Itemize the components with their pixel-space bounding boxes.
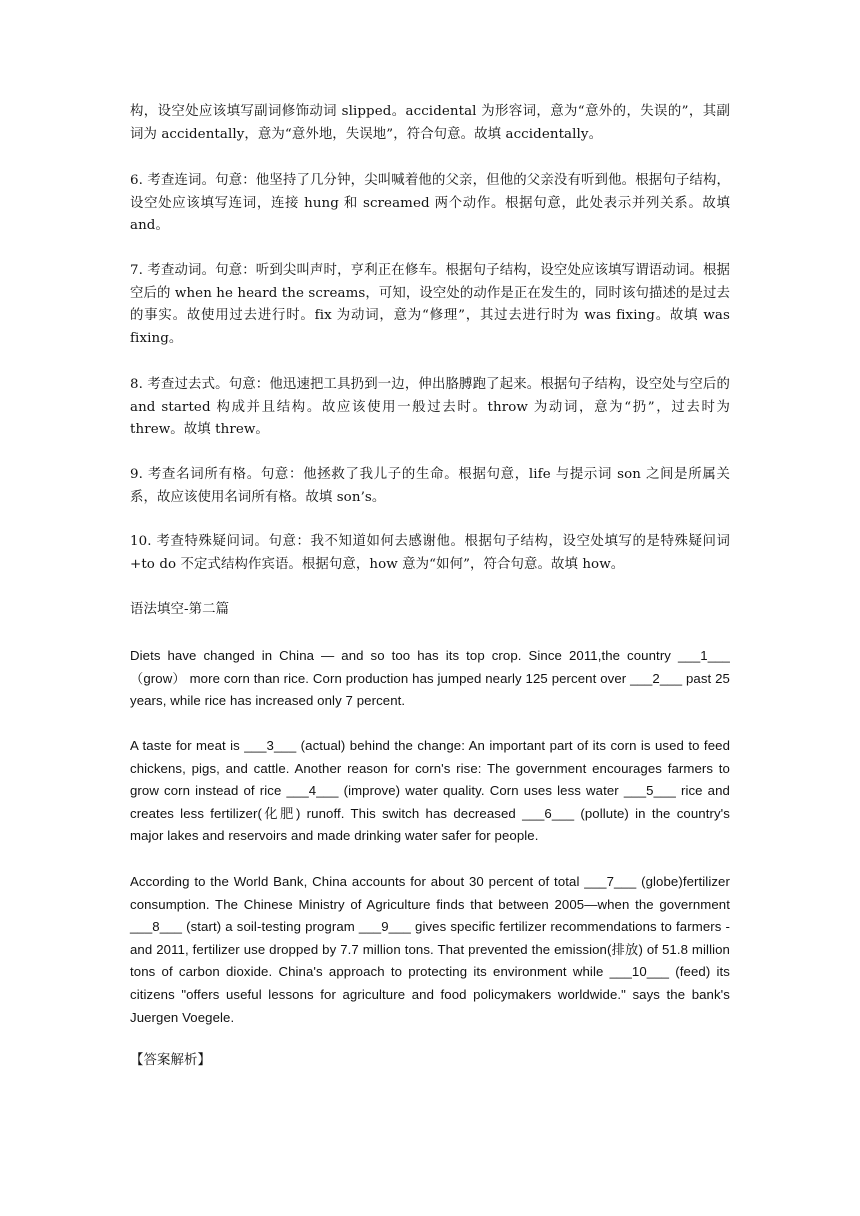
section-title: 语法填空-第二篇 bbox=[130, 602, 230, 617]
passage-paragraph-2: A taste for meat is ___3___ (actual) behind the change: An important part of its corn is used to feed chickens, pigs, and cattle. Another reason for corn's rise: The government encourages farmers to grow corn instead of rice ___4___ (improve) water quality. Corn uses less water ___5___ rice and creates less fertilizer(化肥) runoff. This switch has decreased ___6___ (pollute) in the country's major lakes and reservoirs and made drinking water safer for people. bbox=[130, 738, 730, 844]
answer-explanation-6: 6. 考查连词。句意：他坚持了几分钟，尖叫喊着他的父亲，但他的父亲没有听到他。根据句子结构，设空处应该填写连词，连接 hung 和 screamed 两个动作。根据句意，此处表示并列关系。故填 and。 bbox=[130, 173, 730, 234]
passage-paragraph-1: Diets have changed in China — and so too has its top crop. Since 2011,the country ___1___（grow） more corn than rice. Corn production has jumped nearly 125 percent over ___2___ past 25 years, while rice has increased only 7 percent. bbox=[130, 648, 730, 709]
answer-heading: 【答案解析】 bbox=[130, 1053, 211, 1068]
answer-explanation-7: 7. 考查动词。句意：听到尖叫声时，亨利正在修车。根据句子结构，设空处应该填写谓语动词。根据空后的 when he heard the screams，可知，设空处的动作是正在发生的，同时该句描述的是过去的事实。故使用过去进行时。fix 为动词，意为“修理”，其过去进行时为 was fixing。故填 was fixing。 bbox=[130, 263, 730, 346]
passage-paragraph-3: According to the World Bank, China accounts for about 30 percent of total ___7___ (globe)fertilizer consumption. The Chinese Ministry of Agriculture finds that between 2005—when the government ___8___ (start) a soil-testing program ___9___ gives specific fertilizer recommendations to farmers - and 2011, fertilizer use dropped by 7.7 million tons. That prevented the emission(排放) of 51.8 million tons of carbon dioxide. China's approach to protecting its environment while ___10___ (feed) its citizens "offers useful lessons for agriculture and food policymakers worldwide." says the bank's Juergen Voegele. bbox=[130, 874, 730, 1025]
answer-explanation-9: 9. 考查名词所有格。句意：他拯救了我儿子的生命。根据句意，life 与提示词 son 之间是所属关系，故应该使用名词所有格。故填 son’s。 bbox=[130, 467, 730, 505]
answer-explanation-5-tail: 构，设空处应该填写副词修饰动词 slipped。accidental 为形容词，意为“意外的，失误的”，其副词为 accidentally，意为“意外地，失误地”，符合句意。故填 accidentally。 bbox=[130, 104, 730, 142]
answer-explanation-10: 10. 考查特殊疑问词。句意：我不知道如何去感谢他。根据句子结构，设空处填写的是特殊疑问词+to do 不定式结构作宾语。根据句意，how 意为“如何”，符合句意。故填 how。 bbox=[130, 534, 730, 572]
answer-explanation-8: 8. 考查过去式。句意：他迅速把工具扔到一边，伸出胳膊跑了起来。根据句子结构，设空处与空后的 and started 构成并且结构。故应该使用一般过去时。throw 为动词，意为“扔”，过去时为 threw。故填 threw。 bbox=[130, 377, 730, 438]
